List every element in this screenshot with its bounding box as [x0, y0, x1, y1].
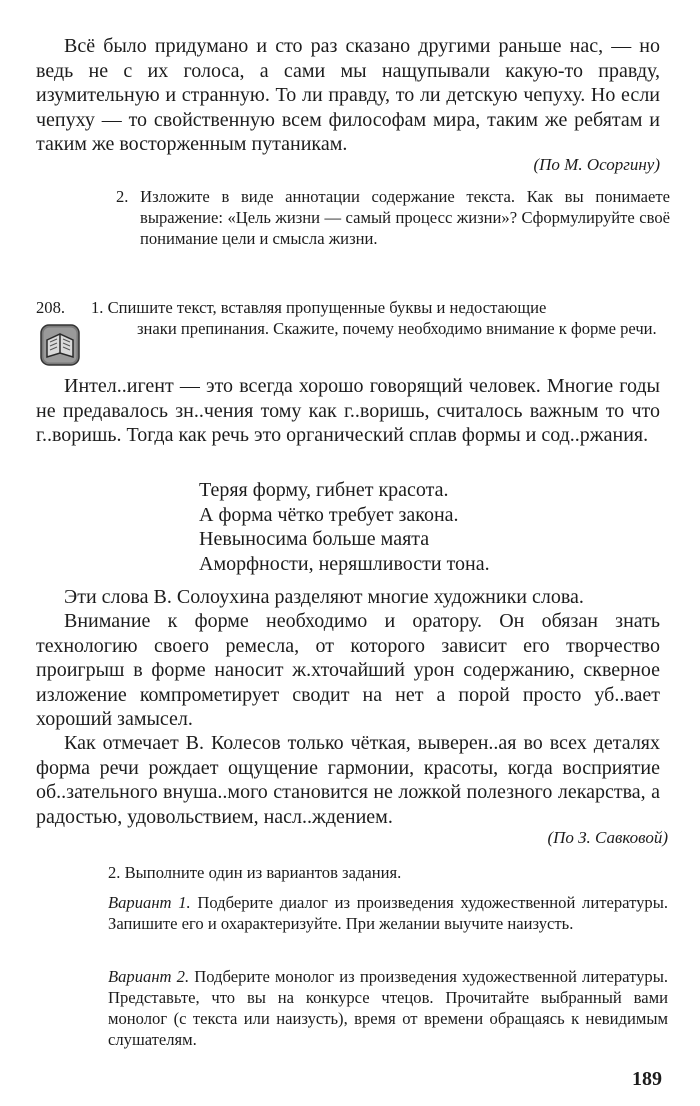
task2-top: 2. Изложите в виде аннотации содержание текста. Как вы понимаете выражение: «Цель жизни — самый процесс жизни»? Сформулируйте своё понимание цели и смысла жизни.	[116, 187, 670, 248]
exercise-source: (По З. Савковой)	[547, 828, 668, 847]
poem-line: Аморфности, неряшливости тона.	[199, 552, 490, 575]
paragraph-1: Интел..игент — это всегда хорошо говорящий человек. Многие годы не предавалось зн..чения тому как г..воришь, считалось важным то что г..воришь. Тогда как речь это органический сплав формы и сод..ржания.	[36, 375, 660, 446]
paragraph-4: Как отмечает В. Колесов только чёткая, выверен..ая во всех деталях форма речи рождает ощущение гармонии, красоты, когда восприятие об..зательного внуша..мого становится не ложкой полезного лекарства, а радостью, удовольствием, насл..ждением.	[36, 732, 660, 828]
task1-rest: знаки препинания. Скажите, почему необходимо внимание к форме речи.	[137, 319, 657, 338]
paragraph-3: Внимание к форме необходимо и оратору. Он обязан знать технологию своего ремесла, от которого зависит его творчество проигрыш в форме наносит ж.хточайший урон содержанию, скверное изложение компрометирует сводит на нет а порой просто уб..вает хороший замысел.	[36, 610, 660, 730]
page-number: 189	[632, 1068, 662, 1090]
variant-2-text: Подберите монолог из произведения художественной литературы. Представьте, что вы на конкурсе чтецов. Прочитайте выбранный вами монолог (с текста или наизусть), время от времени обращаясь к невидимым слушателям.	[108, 967, 668, 1049]
variant-1-label: Вариант 1.	[108, 893, 191, 912]
poem-line: Теряя форму, гибнет красота.	[199, 479, 449, 501]
intro-paragraph: Всё было придумано и сто раз сказано другими раньше нас, — но ведь не с их голоса, а сами мы нащупывали какую-то правду, изумительную и странную. То ли правду, то ли детскую чепуху. Но если чепуху — то свойственную всем философам мира, таким же ребятам и таким же восторженным путаникам.	[36, 35, 660, 155]
poem-line: А форма чётко требует закона.	[199, 503, 459, 526]
paragraph-2: Эти слова В. Солоухина разделяют многие художники слова.	[64, 586, 584, 608]
poem-line: Невыносима больше маята	[199, 528, 430, 550]
variant-2-label: Вариант 2.	[108, 967, 190, 986]
variant-2	[108, 966, 668, 1050]
intro-source: (По М. Осоргину)	[533, 155, 660, 174]
poem	[199, 478, 490, 576]
variant-1	[108, 892, 668, 934]
task1-line1: 1. Спишите текст, вставляя пропущенные буквы и недостающие	[91, 298, 547, 317]
variant-1-text: Подберите диалог из произведения художественной литературы. Запишите его и охарактеризуйте. При желании выучите наизусть.	[108, 893, 668, 933]
exercise-number: 208.	[36, 298, 66, 317]
task1-instruction	[91, 297, 669, 339]
book-icon	[40, 324, 80, 366]
task2-bottom-title: 2. Выполните один из вариантов задания.	[108, 863, 402, 882]
